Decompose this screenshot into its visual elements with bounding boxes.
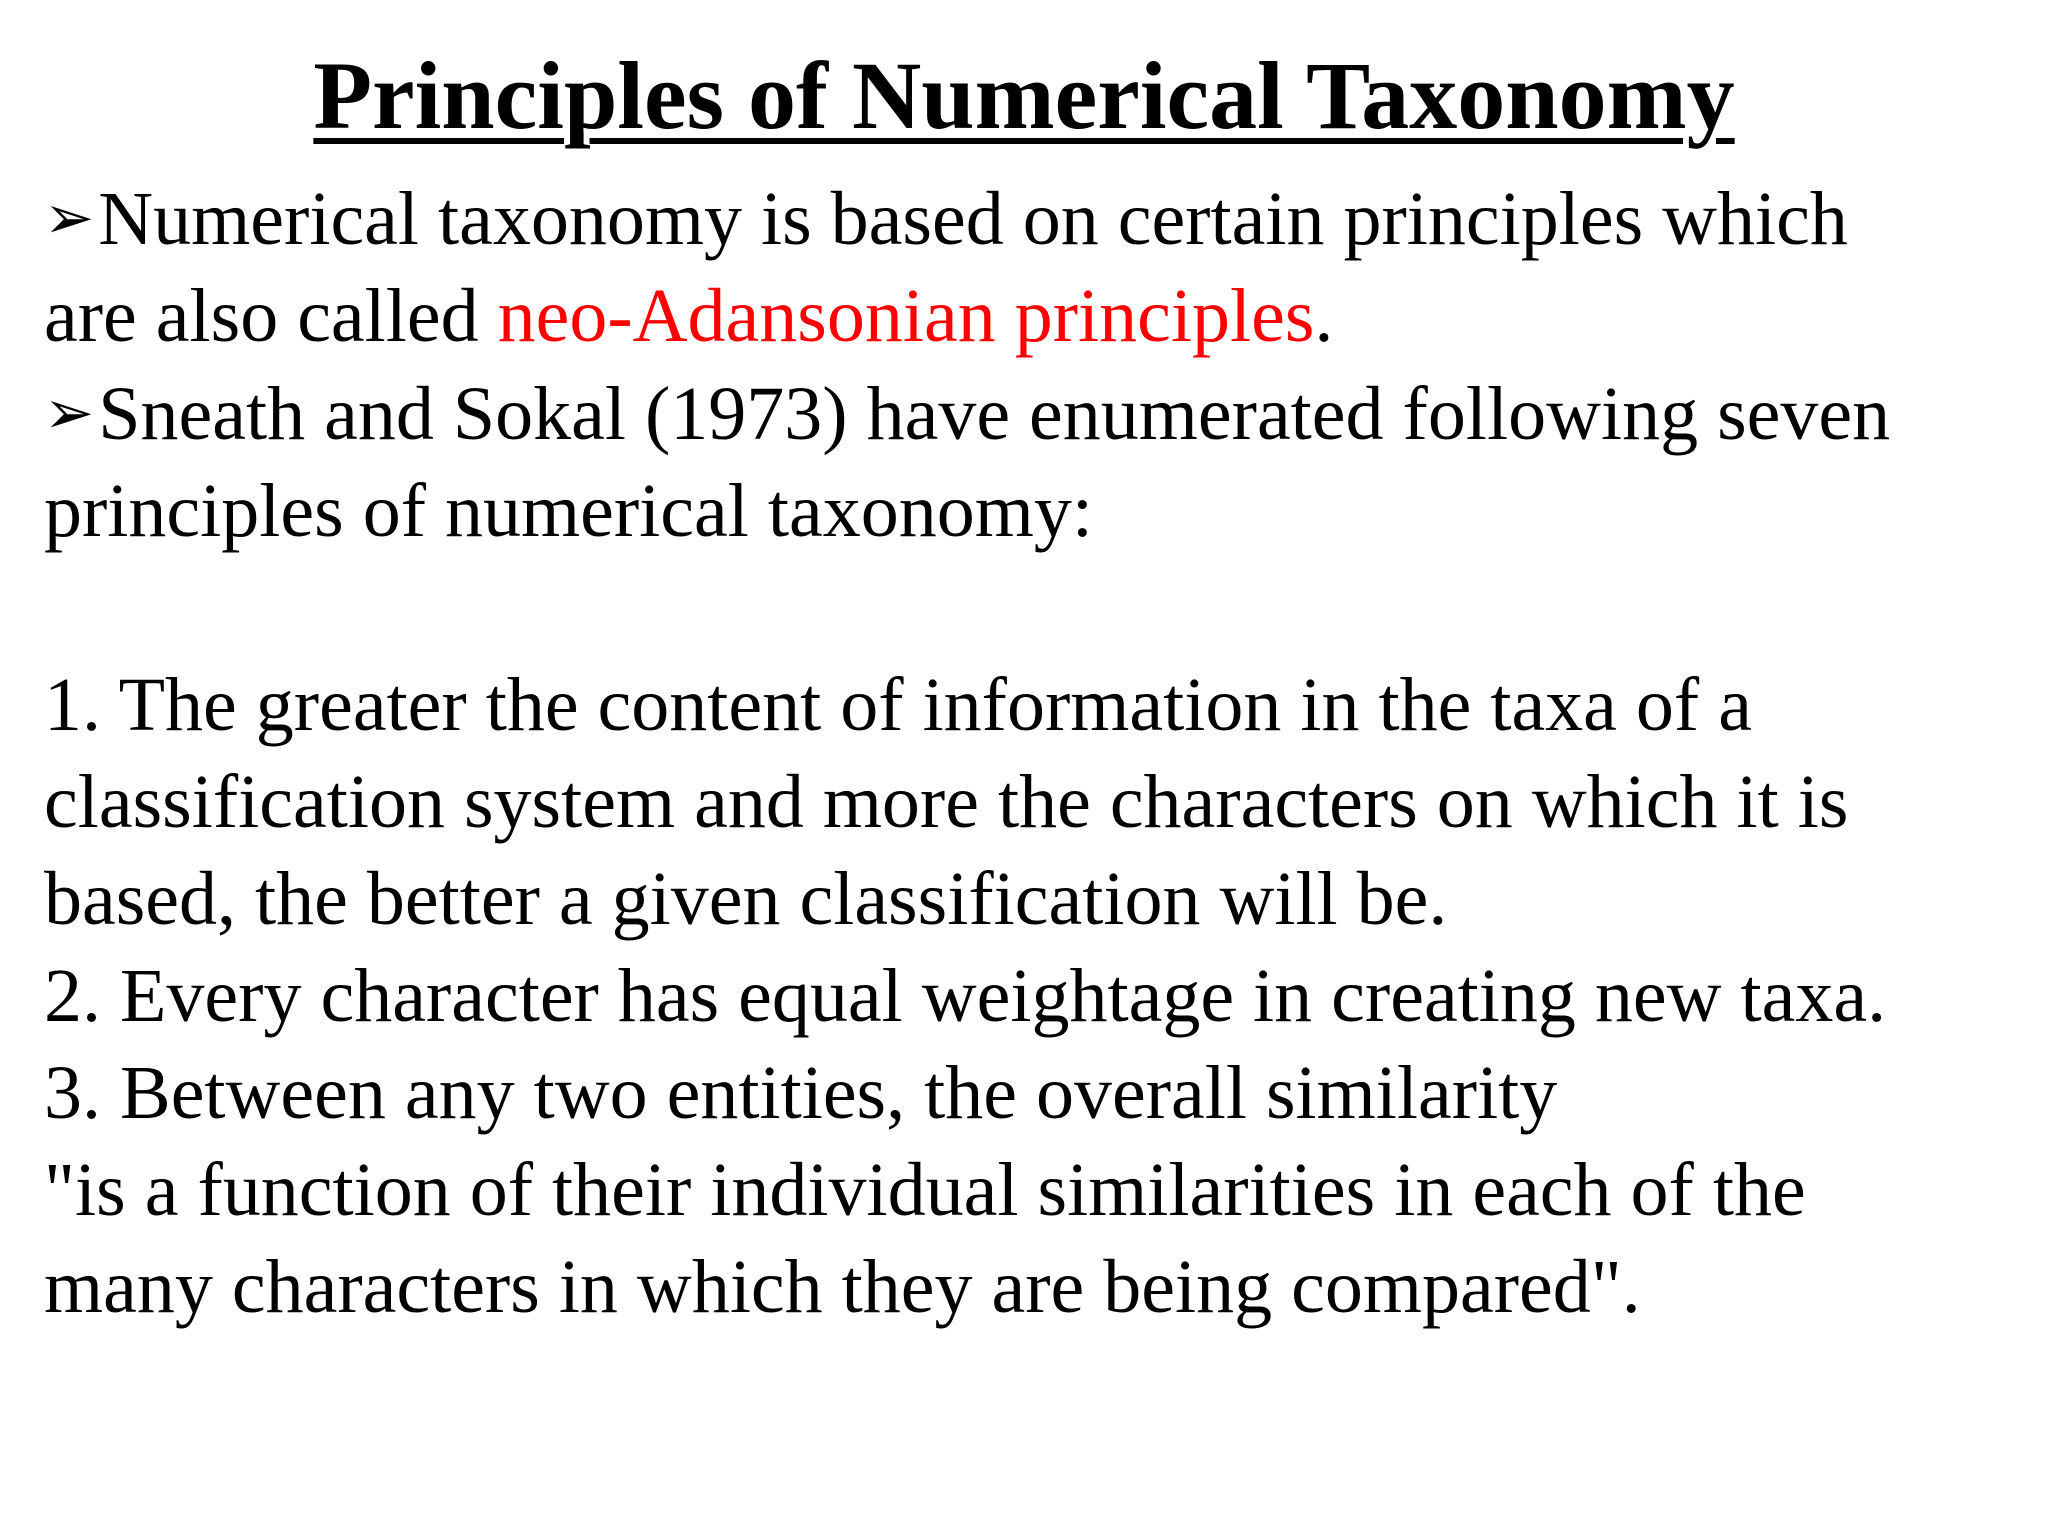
principle-1-line-3: based, the better a given classification will be.	[44, 857, 1448, 941]
principle-1-line-1: 1. The greater the content of information in the taxa of a	[44, 663, 1752, 747]
bullet-2-text: Sneath and Sokal (1973) have enumerated following seven	[98, 372, 1891, 456]
slide-title	[0, 36, 2048, 156]
principle-3-line-1: 3. Between any two entities, the overall similarity	[44, 1051, 1558, 1135]
bullet-1-line-1	[44, 170, 2024, 268]
principle-3-line-2: "is a function of their individual similarities in each of the	[44, 1148, 1806, 1232]
bullet-1-text: Numerical taxonomy is based on certain principles which	[98, 177, 1848, 261]
bullet-1-suffix: .	[1314, 274, 1334, 358]
arrow-bullet-icon: ➢	[44, 183, 95, 253]
bullet-1-line-2	[44, 268, 2024, 365]
highlighted-term: neo-Adansonian principles	[497, 274, 1315, 358]
paragraph-spacer	[44, 560, 2024, 657]
bullet-1-prefix: are also called	[44, 274, 498, 358]
principle-1-line-2: classification system and more the characters on which it is	[44, 760, 1849, 844]
bullet-2-line-1	[44, 365, 2024, 463]
principle-2-line-1: 2. Every character has equal weightage in creating new taxa.	[44, 954, 1887, 1038]
arrow-bullet-icon: ➢	[44, 378, 95, 448]
slide-title-text: Principles of Numerical Taxonomy	[313, 42, 1735, 149]
bullet-2-line-2: principles of numerical taxonomy:	[44, 469, 1093, 553]
slide-body	[44, 170, 2024, 1336]
principle-3-line-3: many characters in which they are being compared".	[44, 1245, 1641, 1329]
